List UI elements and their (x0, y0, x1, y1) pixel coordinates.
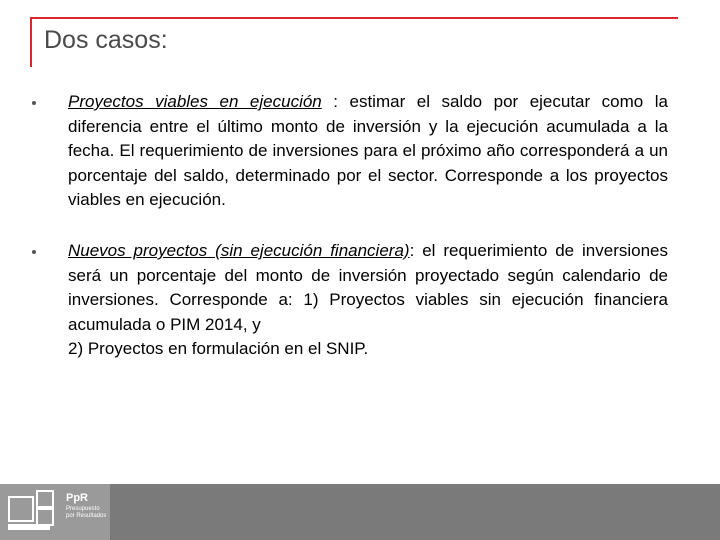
title-frame-top (30, 17, 678, 19)
logo-square-icon (8, 496, 34, 522)
bullet-item-2 (68, 239, 668, 362)
bullet-text-line2: 2) Proyectos en formulación en el SNIP. (68, 339, 369, 358)
bullet-lead: Proyectos viables en ejecución (68, 92, 322, 111)
logo-area (0, 484, 110, 540)
logo-strip (8, 524, 50, 530)
slide-title: Dos casos: (44, 26, 168, 54)
bullet-marker (32, 250, 36, 254)
logo-square-icon (36, 490, 54, 508)
bullet-marker (32, 101, 36, 105)
bullet-item-1 (68, 90, 668, 213)
logo-title: PpR (66, 492, 88, 504)
bullet-lead: Nuevos proyectos (sin ejecución financiera) (68, 241, 410, 260)
footer-bar (0, 484, 720, 540)
bullet-text: : el requerimiento de inversiones será un porcentaje del monto de inversión proyectado según calendario de inversiones. Corresponde a: 1) Proyectos viables sin ejecución financiera acumulada o PIM 2014, y (68, 241, 669, 334)
bullet-text: : estimar el saldo por ejecutar como la diferencia entre el último monto de inversión y la ejecución acumulada a la fecha. El requerimiento de inversiones para el próximo año corresponderá a un porcentaje del saldo, determinado por el sector. Corresponde a los proyectos viables en ejecución. (68, 92, 668, 209)
logo-subtitle: Presupuesto por Resultados (66, 506, 107, 519)
title-frame-left (30, 17, 32, 67)
